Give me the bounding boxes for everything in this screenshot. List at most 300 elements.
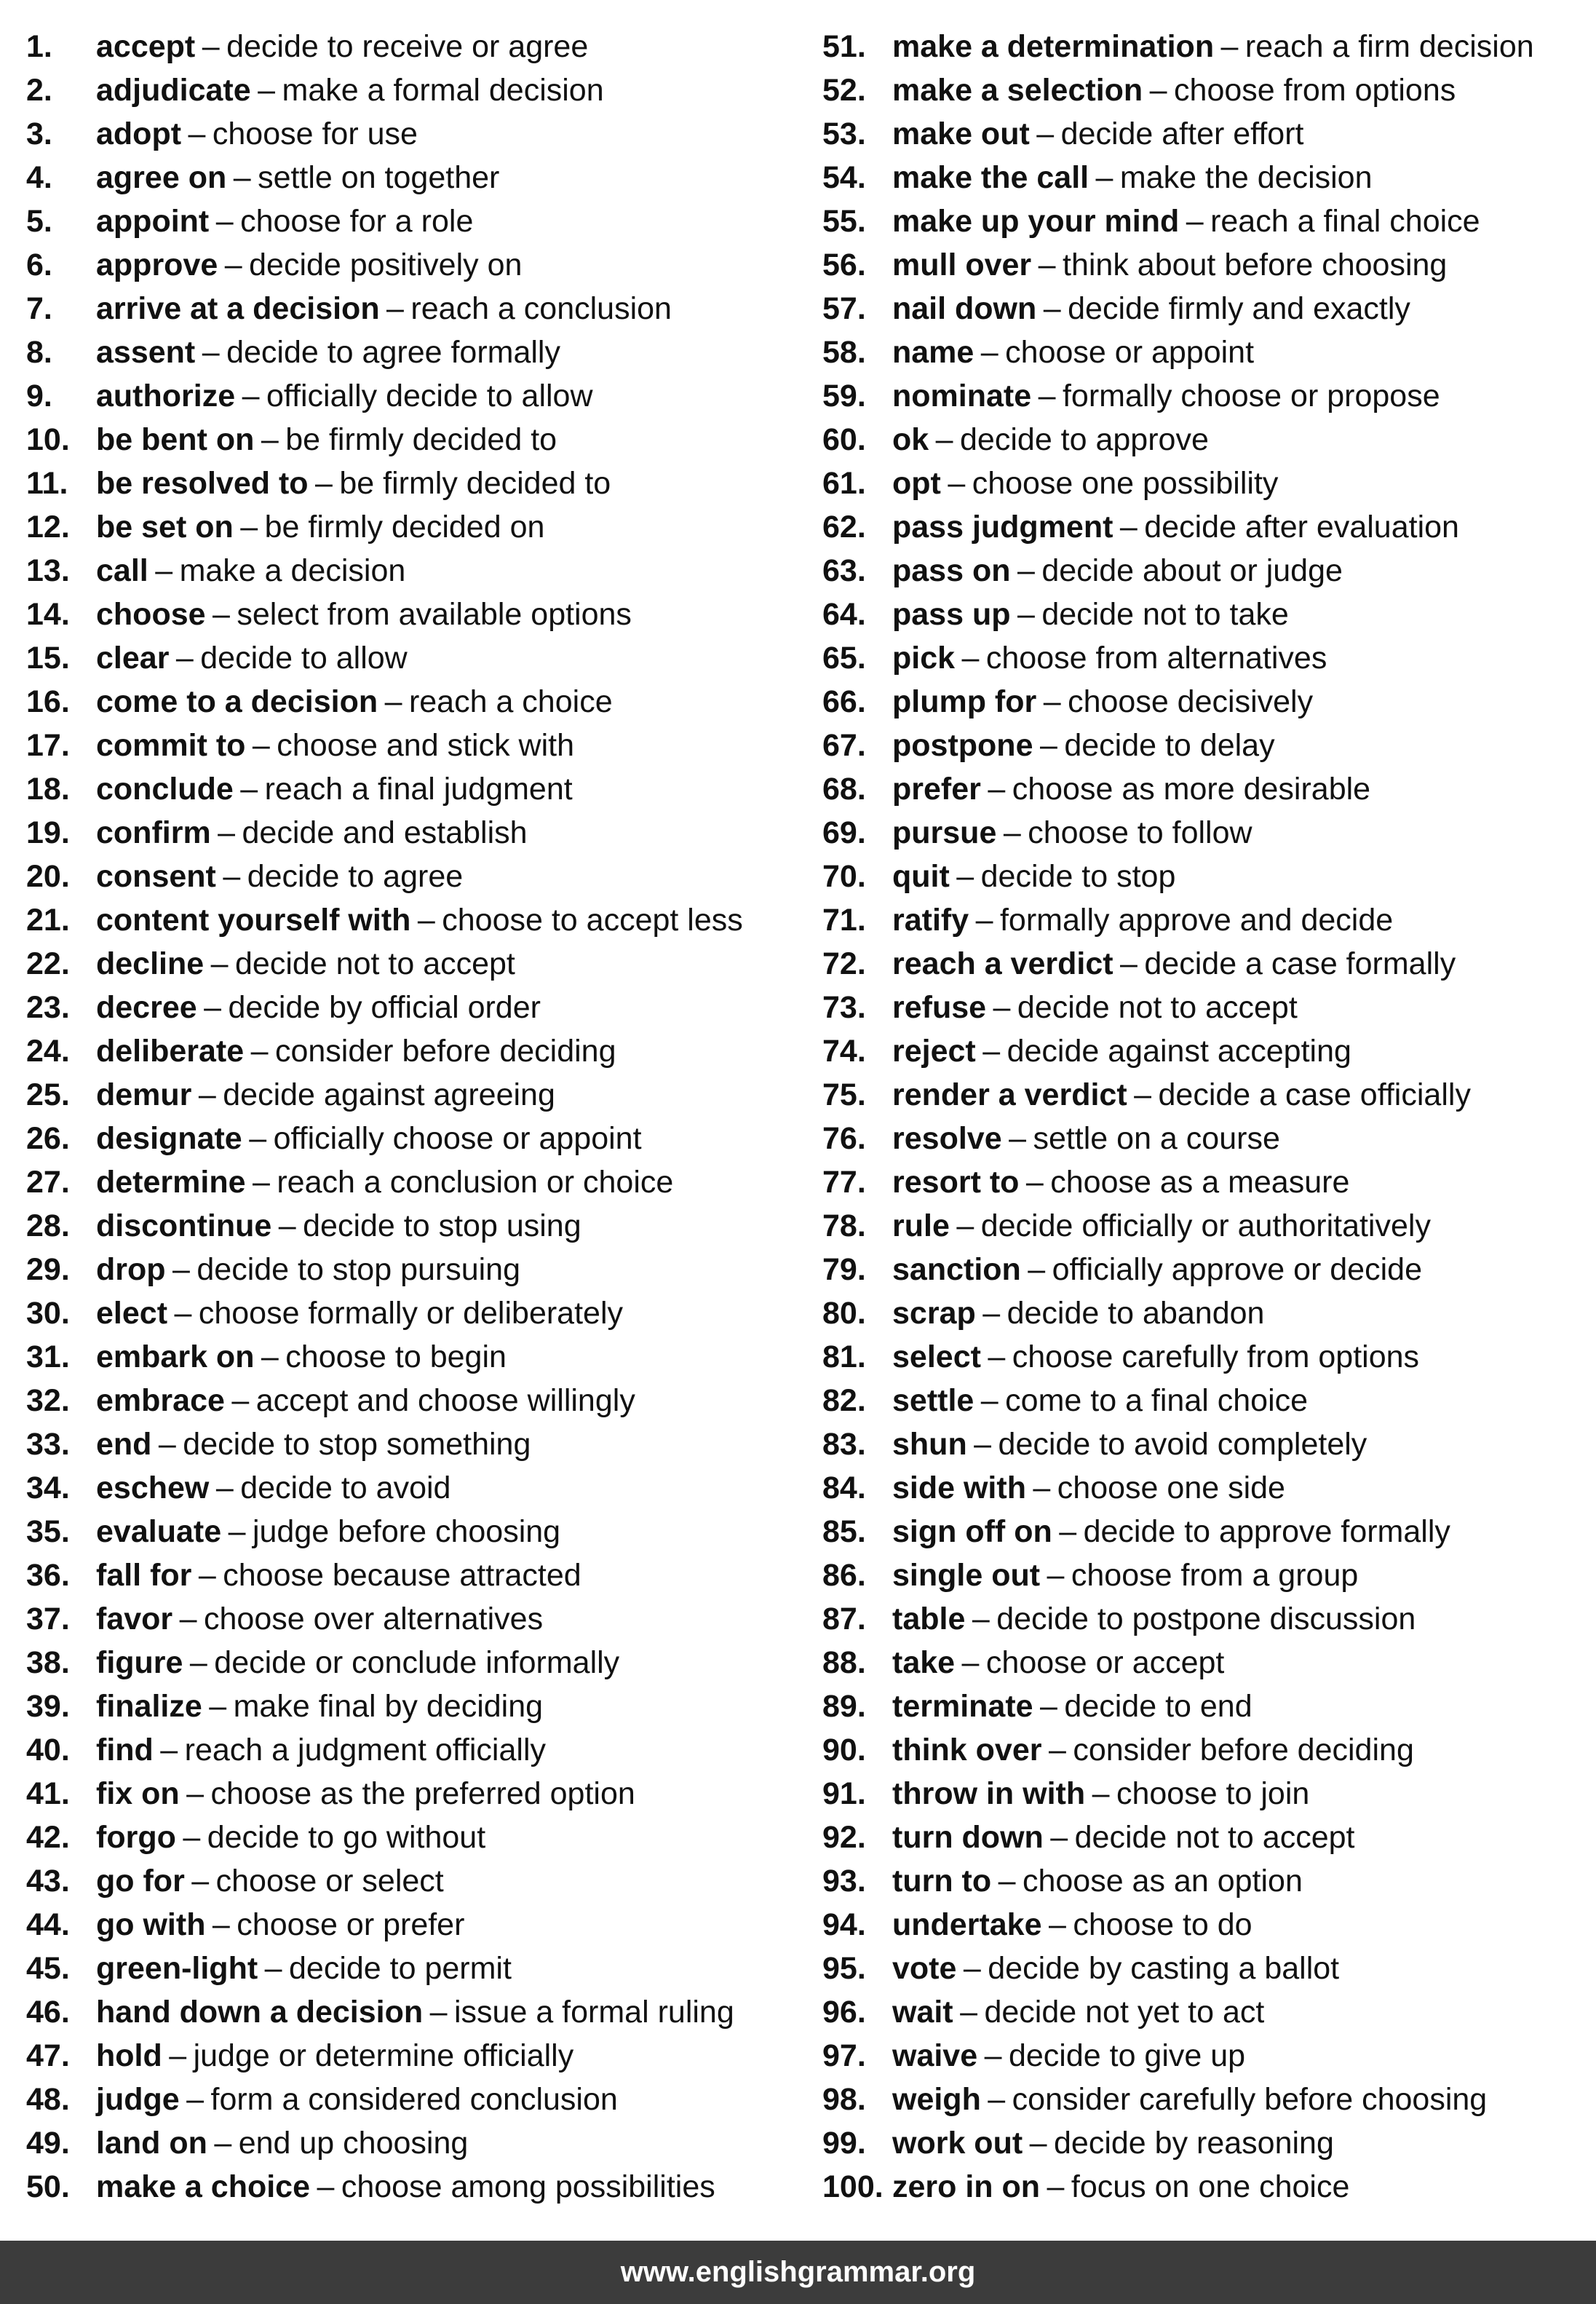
item-definition: decide a case formally [1144, 946, 1456, 981]
item-term: figure [96, 1644, 183, 1680]
item-separator: – [988, 1339, 1006, 1374]
item-separator: – [169, 2038, 187, 2073]
item-separator: – [252, 1164, 270, 1200]
item-definition: reach a conclusion or choice [277, 1164, 674, 1200]
item-term: embrace [96, 1382, 225, 1418]
item-number: 18. [26, 771, 70, 807]
item-term: content yourself with [96, 902, 411, 938]
list-item [822, 1816, 1596, 1859]
item-definition: make a formal decision [282, 72, 604, 108]
item-term: make a selection [892, 72, 1143, 108]
item-separator: – [175, 640, 194, 676]
list-item [822, 2034, 1596, 2078]
list-item [26, 2121, 819, 2165]
list-item [26, 1160, 819, 1204]
item-separator: – [224, 247, 242, 282]
item-definition: choose to begin [285, 1339, 507, 1374]
item-term: resolve [892, 1120, 1002, 1156]
item-definition: make the decision [1119, 159, 1373, 195]
item-separator: – [198, 1077, 216, 1112]
item-definition: end up choosing [238, 2125, 469, 2161]
list-item [822, 1553, 1596, 1597]
item-number: 34. [26, 1470, 70, 1505]
item-number: 69. [822, 815, 866, 850]
item-definition: choose among possibilities [341, 2169, 715, 2204]
item-term: confirm [96, 815, 211, 850]
item-term: prefer [892, 771, 981, 807]
item-separator: – [1134, 1077, 1152, 1112]
item-separator: – [314, 465, 333, 501]
item-separator: – [429, 1994, 448, 2030]
item-term: plump for [892, 684, 1037, 719]
item-term: fall for [96, 1557, 192, 1593]
item-number: 24. [26, 1033, 70, 1069]
list-item [26, 898, 819, 942]
item-separator: – [1033, 1470, 1051, 1505]
list-item [822, 243, 1596, 287]
list-item [26, 2034, 819, 2078]
list-item [26, 2165, 819, 2209]
item-definition: consider before deciding [274, 1033, 616, 1069]
list-item [822, 112, 1596, 156]
list-item [822, 199, 1596, 243]
item-separator: – [240, 771, 258, 807]
item-number: 63. [822, 553, 866, 588]
list-item [26, 2078, 819, 2121]
item-term: ratify [892, 902, 969, 938]
item-separator: – [258, 72, 276, 108]
list-item [26, 1990, 819, 2034]
list-item [26, 462, 819, 505]
list-item [26, 1597, 819, 1641]
item-separator: – [960, 1994, 978, 2030]
item-separator: – [264, 1950, 282, 1986]
list-item [822, 1029, 1596, 1073]
item-term: make a determination [892, 28, 1215, 64]
list-item [822, 1990, 1596, 2034]
item-number: 64. [822, 596, 866, 632]
item-separator: – [1048, 1732, 1066, 1767]
item-number: 22. [26, 946, 70, 981]
item-number: 66. [822, 684, 866, 719]
item-definition: decide by casting a ballot [988, 1950, 1340, 1986]
item-separator: – [980, 1382, 999, 1418]
list-item [822, 1117, 1596, 1160]
item-separator: – [1038, 378, 1056, 413]
item-number: 7. [26, 290, 52, 326]
item-term: find [96, 1732, 154, 1767]
list-item [26, 68, 819, 112]
item-number: 41. [26, 1775, 70, 1811]
item-number: 13. [26, 553, 70, 588]
item-number: 26. [26, 1120, 70, 1156]
list-item [822, 462, 1596, 505]
list-item [822, 593, 1596, 636]
item-number: 20. [26, 858, 70, 894]
item-number: 37. [26, 1601, 70, 1636]
item-definition: decide not to accept [235, 946, 515, 981]
item-number: 97. [822, 2038, 866, 2073]
item-definition: issue a formal ruling [453, 1994, 734, 2030]
item-number: 5. [26, 203, 52, 239]
item-separator: – [240, 509, 258, 545]
item-term: conclude [96, 771, 234, 807]
list-item [26, 1641, 819, 1685]
item-separator: – [975, 902, 993, 938]
list-item [822, 505, 1596, 549]
item-term: work out [892, 2125, 1023, 2161]
list-item [26, 1903, 819, 1947]
item-separator: – [188, 116, 206, 151]
item-separator: – [1039, 727, 1057, 763]
item-separator: – [231, 1382, 250, 1418]
item-number: 30. [26, 1295, 70, 1331]
item-number: 86. [822, 1557, 866, 1593]
item-number: 94. [822, 1907, 866, 1942]
item-number: 11. [26, 465, 68, 501]
item-number: 14. [26, 596, 70, 632]
item-separator: – [250, 1033, 269, 1069]
list-item [26, 767, 819, 811]
item-definition: settle on together [258, 159, 500, 195]
item-number: 57. [822, 290, 866, 326]
item-term: commit to [96, 727, 246, 763]
item-term: finalize [96, 1688, 202, 1724]
list-item [822, 1160, 1596, 1204]
list-item [26, 1466, 819, 1510]
list-item [26, 330, 819, 374]
item-definition: choose to do [1073, 1907, 1252, 1942]
item-term: land on [96, 2125, 207, 2161]
item-number: 88. [822, 1644, 866, 1680]
item-definition: decide officially or authoritatively [980, 1208, 1431, 1243]
item-definition: officially choose or appoint [273, 1120, 642, 1156]
item-term: pass on [892, 553, 1011, 588]
item-term: drop [96, 1251, 166, 1287]
item-definition: consider carefully before choosing [1012, 2081, 1488, 2117]
item-separator: – [1025, 1164, 1044, 1200]
item-definition: decide to abandon [1007, 1295, 1265, 1331]
item-separator: – [242, 378, 260, 413]
item-term: go with [96, 1907, 206, 1942]
item-term: pass up [892, 596, 1011, 632]
item-number: 29. [26, 1251, 70, 1287]
item-number: 50. [26, 2169, 70, 2204]
item-definition: be firmly decided to [339, 465, 611, 501]
item-term: be set on [96, 509, 234, 545]
item-definition: choose or prefer [237, 1907, 465, 1942]
item-definition: decide by official order [228, 989, 541, 1025]
item-term: hold [96, 2038, 162, 2073]
list-item [822, 2121, 1596, 2165]
item-separator: – [160, 1732, 178, 1767]
list-item [822, 374, 1596, 418]
item-number: 73. [822, 989, 866, 1025]
item-number: 56. [822, 247, 866, 282]
list-item [26, 1553, 819, 1597]
item-definition: choose as the preferred option [210, 1775, 635, 1811]
list-item [822, 811, 1596, 855]
item-term: go for [96, 1863, 185, 1899]
item-term: undertake [892, 1907, 1042, 1942]
item-number: 91. [822, 1775, 866, 1811]
list-item [822, 418, 1596, 462]
item-definition: decide not to accept [1017, 989, 1298, 1025]
item-separator: – [963, 1950, 981, 1986]
list-item [26, 1510, 819, 1553]
item-separator: – [261, 1339, 279, 1374]
list-item [26, 942, 819, 986]
item-number: 84. [822, 1470, 866, 1505]
item-term: rule [892, 1208, 950, 1243]
item-number: 74. [822, 1033, 866, 1069]
item-definition: judge or determine officially [193, 2038, 574, 2073]
item-definition: decide positively on [249, 247, 523, 282]
list-item [822, 156, 1596, 199]
list-item [26, 25, 819, 68]
item-separator: – [993, 989, 1011, 1025]
item-term: select [892, 1339, 981, 1374]
item-number: 31. [26, 1339, 70, 1374]
item-number: 25. [26, 1077, 70, 1112]
item-separator: – [948, 465, 966, 501]
item-separator: – [972, 1601, 990, 1636]
item-definition: choose as more desirable [1012, 771, 1371, 807]
item-term: clear [96, 640, 170, 676]
item-definition: decide to allow [200, 640, 408, 676]
item-separator: – [1017, 596, 1035, 632]
list-item [26, 1422, 819, 1466]
list-item [26, 1291, 819, 1335]
item-number: 21. [26, 902, 70, 938]
item-definition: decide to postpone discussion [996, 1601, 1416, 1636]
item-term: approve [96, 247, 218, 282]
list-item [822, 1073, 1596, 1117]
list-item [26, 1816, 819, 1859]
item-separator: – [1028, 1251, 1046, 1287]
item-number: 72. [822, 946, 866, 981]
list-item [822, 1291, 1596, 1335]
item-separator: – [223, 858, 241, 894]
list-item [822, 68, 1596, 112]
item-term: arrive at a decision [96, 290, 380, 326]
item-term: pass judgment [892, 509, 1113, 545]
list-item [26, 1947, 819, 1990]
item-number: 48. [26, 2081, 70, 2117]
item-term: end [96, 1426, 152, 1462]
item-separator: – [1029, 2125, 1047, 2161]
item-term: make up your mind [892, 203, 1180, 239]
list-item [26, 549, 819, 593]
item-separator: – [1047, 1557, 1065, 1593]
list-item [26, 156, 819, 199]
item-term: opt [892, 465, 941, 501]
item-number: 58. [822, 334, 866, 370]
item-number: 75. [822, 1077, 866, 1112]
item-definition: choose formally or deliberately [198, 1295, 624, 1331]
item-separator: – [179, 1601, 197, 1636]
item-separator: – [204, 989, 222, 1025]
item-term: agree on [96, 159, 227, 195]
item-separator: – [209, 1688, 227, 1724]
list-item [822, 724, 1596, 767]
list-item [26, 505, 819, 549]
item-term: settle [892, 1382, 974, 1418]
item-definition: decide to stop pursuing [196, 1251, 521, 1287]
item-separator: – [1119, 509, 1138, 545]
item-term: adjudicate [96, 72, 251, 108]
item-separator: – [317, 2169, 335, 2204]
item-definition: choose or accept [985, 1644, 1225, 1680]
item-separator: – [218, 815, 236, 850]
item-number: 4. [26, 159, 52, 195]
item-definition: choose because attracted [223, 1557, 581, 1593]
item-number: 81. [822, 1339, 866, 1374]
item-number: 59. [822, 378, 866, 413]
item-separator: – [1059, 1513, 1077, 1549]
item-term: think over [892, 1732, 1042, 1767]
item-separator: – [984, 2038, 1002, 2073]
item-definition: reach a judgment officially [184, 1732, 547, 1767]
item-definition: decide not yet to act [984, 1994, 1265, 2030]
item-definition: formally approve and decide [999, 902, 1394, 938]
item-term: quit [892, 858, 950, 894]
list-item [26, 418, 819, 462]
item-separator: – [278, 1208, 296, 1243]
list-item [822, 1859, 1596, 1903]
list-item [822, 1335, 1596, 1379]
item-number: 46. [26, 1994, 70, 2030]
list-item [822, 1903, 1596, 1947]
list-item [822, 898, 1596, 942]
item-separator: – [198, 1557, 216, 1593]
item-separator: – [1092, 1775, 1110, 1811]
item-definition: choose one possibility [972, 465, 1279, 501]
item-separator: – [386, 290, 404, 326]
item-term: authorize [96, 378, 236, 413]
list-item [26, 1073, 819, 1117]
item-separator: – [155, 553, 173, 588]
item-separator: – [961, 1644, 980, 1680]
item-definition: choose to join [1116, 1775, 1310, 1811]
item-number: 79. [822, 1251, 866, 1287]
item-definition: officially approve or decide [1052, 1251, 1422, 1287]
item-term: discontinue [96, 1208, 272, 1243]
item-number: 32. [26, 1382, 70, 1418]
item-term: wait [892, 1994, 953, 2030]
item-term: forgo [96, 1819, 176, 1855]
item-term: table [892, 1601, 966, 1636]
item-term: evaluate [96, 1513, 222, 1549]
item-definition: choose to accept less [442, 902, 743, 938]
footer-website-link[interactable]: www.englishgrammar.org [620, 2256, 976, 2288]
item-number: 99. [822, 2125, 866, 2161]
list-item [26, 1204, 819, 1248]
item-number: 80. [822, 1295, 866, 1331]
item-term: call [96, 553, 148, 588]
item-definition: decide to permit [289, 1950, 512, 1986]
item-separator: – [1048, 1907, 1066, 1942]
item-separator: – [1043, 290, 1061, 326]
item-definition: decide to approve formally [1083, 1513, 1450, 1549]
list-item [822, 636, 1596, 680]
footer-bar [0, 2241, 1596, 2304]
item-separator: – [998, 1863, 1016, 1899]
item-definition: decide to avoid completely [998, 1426, 1367, 1462]
item-definition: choose and stick with [277, 727, 574, 763]
item-separator: – [186, 1775, 205, 1811]
item-number: 45. [26, 1950, 70, 1986]
list-item [26, 680, 819, 724]
list-item [26, 1117, 819, 1160]
item-definition: decide or conclude informally [214, 1644, 620, 1680]
item-number: 12. [26, 509, 70, 545]
item-term: appoint [96, 203, 210, 239]
item-term: take [892, 1644, 956, 1680]
item-separator: – [189, 1644, 207, 1680]
item-definition: choose decisively [1068, 684, 1314, 719]
item-separator: – [202, 28, 220, 64]
item-term: zero in on [892, 2169, 1041, 2204]
item-term: name [892, 334, 974, 370]
item-definition: choose one side [1057, 1470, 1285, 1505]
item-number: 70. [822, 858, 866, 894]
item-definition: be firmly decided on [264, 509, 545, 545]
item-number: 61. [822, 465, 866, 501]
item-definition: make final by deciding [233, 1688, 544, 1724]
item-definition: decide a case officially [1158, 1077, 1471, 1112]
item-definition: decide to approve [960, 421, 1209, 457]
item-definition: decide against accepting [1007, 1033, 1351, 1069]
item-number: 49. [26, 2125, 70, 2161]
item-term: vote [892, 1950, 957, 1986]
item-term: waive [892, 2038, 978, 2073]
item-term: make a choice [96, 2169, 311, 2204]
item-term: sign off on [892, 1513, 1052, 1549]
item-separator: – [384, 684, 402, 719]
item-separator: – [186, 2081, 205, 2117]
item-definition: decide to agree formally [226, 334, 560, 370]
item-number: 68. [822, 771, 866, 807]
item-number: 82. [822, 1382, 866, 1418]
item-separator: – [417, 902, 435, 938]
item-definition: decide to delay [1064, 727, 1275, 763]
list-item [822, 287, 1596, 330]
list-item [822, 1597, 1596, 1641]
item-term: nominate [892, 378, 1032, 413]
item-number: 89. [822, 1688, 866, 1724]
item-number: 62. [822, 509, 866, 545]
item-definition: decide after evaluation [1144, 509, 1459, 545]
item-separator: – [982, 1295, 1001, 1331]
item-number: 65. [822, 640, 866, 676]
item-definition: reach a firm decision [1244, 28, 1534, 64]
list-item [822, 986, 1596, 1029]
item-separator: – [1186, 203, 1204, 239]
item-term: be resolved to [96, 465, 309, 501]
item-term: terminate [892, 1688, 1033, 1724]
list-item [26, 1859, 819, 1903]
item-definition: come to a final choice [1005, 1382, 1309, 1418]
list-item [26, 243, 819, 287]
list-item [26, 1248, 819, 1291]
item-number: 85. [822, 1513, 866, 1549]
list-item [822, 330, 1596, 374]
item-separator: – [1047, 2169, 1065, 2204]
item-term: sanction [892, 1251, 1021, 1287]
item-definition: decide firmly and exactly [1068, 290, 1410, 326]
item-term: refuse [892, 989, 987, 1025]
